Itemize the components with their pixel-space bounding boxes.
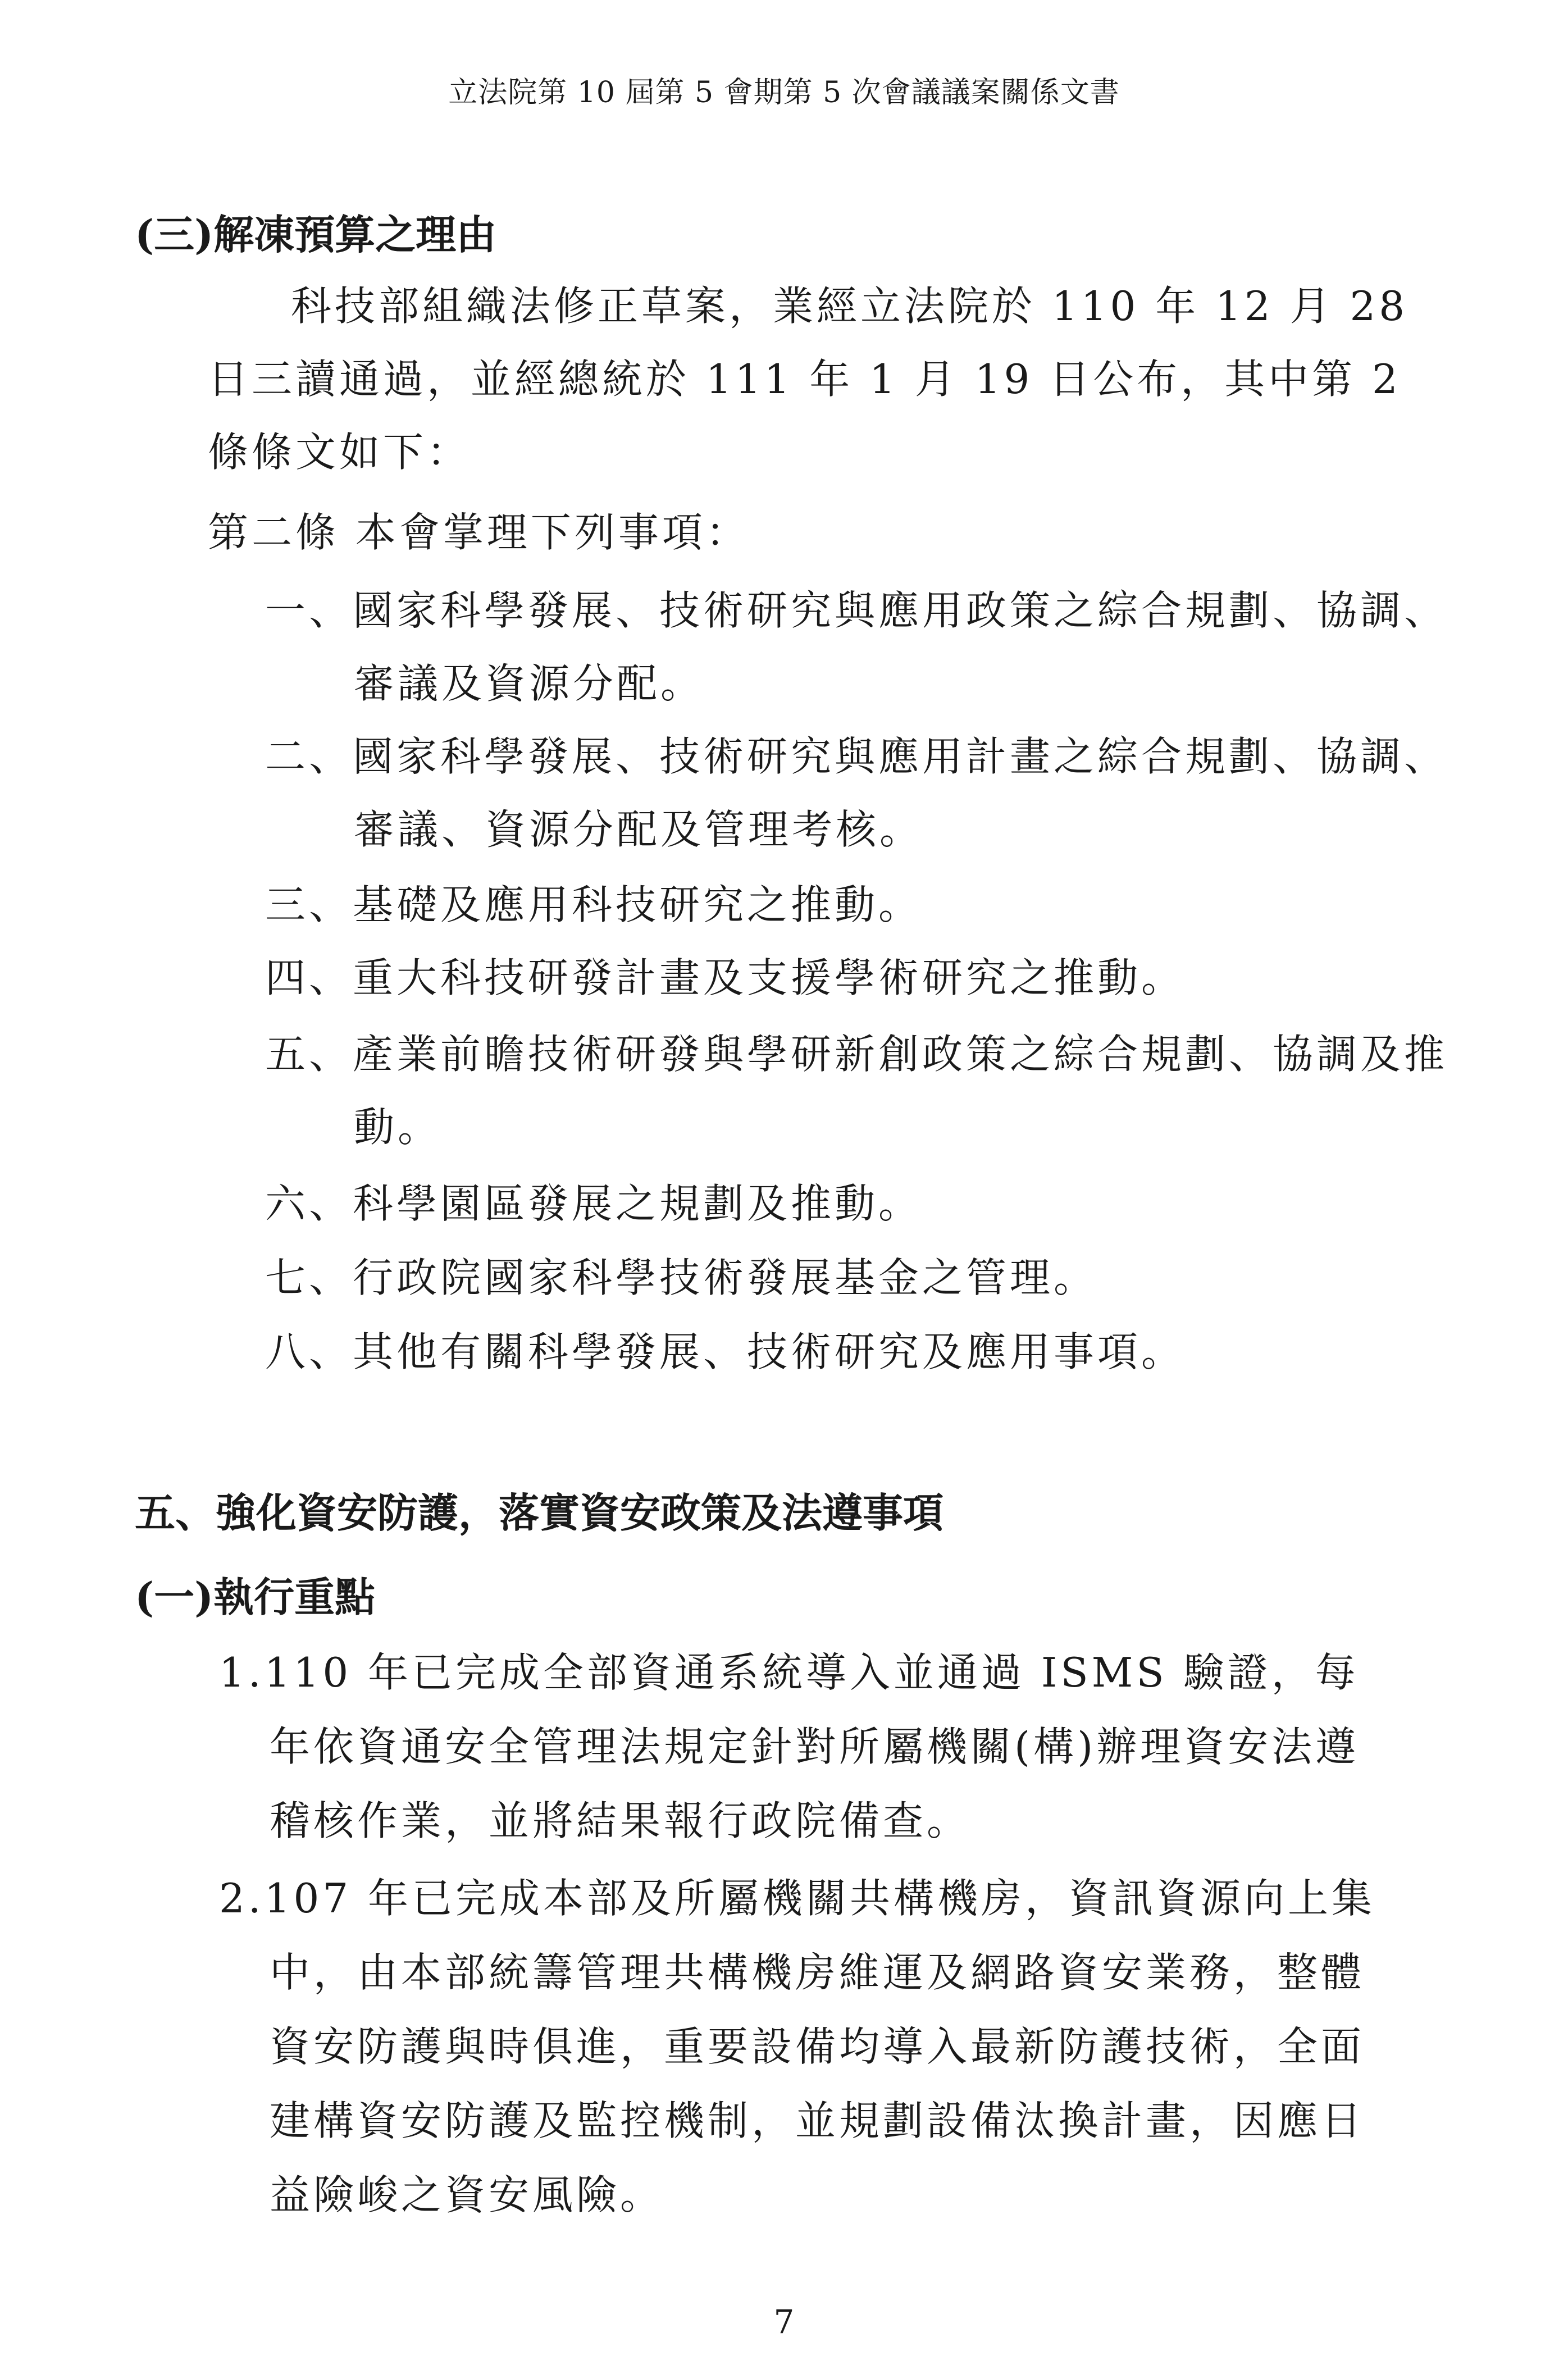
list-item: 四、重大科技研發計畫及支援學術研究之推動。 xyxy=(265,954,1186,1001)
list-item: 五、產業前瞻技術研發與學研新創政策之綜合規劃、協調及推動。 xyxy=(265,1031,1448,1151)
article-intro: 第二條 本會掌理下列事項： xyxy=(208,509,750,556)
page-header: 立法院第 10 屆第 5 會期第 5 次會議議案關係文書 xyxy=(448,76,1120,110)
list-item: 七、行政院國家科學技術發展基金之管理。 xyxy=(265,1254,1098,1301)
list-item: 八、其他有關科學發展、技術研究及應用事項。 xyxy=(265,1328,1186,1375)
subsection-heading-key-points: (一)執行重點 xyxy=(135,1573,376,1621)
list-item: 六、科學園區發展之規劃及推動。 xyxy=(265,1180,923,1227)
list-item: 2.107 年已完成本部及所屬機關共構機房，資訊資源向上集中，由本部統籌管理共構機房維運及網路資安業務，整體資安防護與時俱進，重要設備均導入最新防護技術，全面建構資安防護及監控機制，並規劃設備汰換計畫，因應日益險峻之資安風險。 xyxy=(219,1875,1376,2218)
page-number: 7 xyxy=(773,2303,795,2341)
list-item: 三、基礎及應用科技研究之推動。 xyxy=(265,881,923,928)
list-item: 1.110 年已完成全部資通系統導入並通過 ISMS 驗證，每年依資通安全管理法規定針對所屬機關(構)辦理資安法遵稽核作業，並將結果報行政院備查。 xyxy=(219,1649,1360,1844)
section-heading-freeze-reason: (三)解凍預算之理由 xyxy=(135,211,497,258)
list-item: 一、國家科學發展、技術研究與應用政策之綜合規劃、協調、審議及資源分配。 xyxy=(265,587,1448,707)
list-item: 二、國家科學發展、技術研究與應用計畫之綜合規劃、協調、審議、資源分配及管理考核。 xyxy=(265,733,1448,853)
section-heading-security: 五、強化資安防護，落實資安政策及法遵事項 xyxy=(135,1489,944,1537)
body-paragraph: 科技部組織法修正草案，業經立法院於 110 年 12 月 28 日三讀通過，並經總統於 111 年 1 月 19 日公布，其中第 2 條條文如下： xyxy=(208,282,1409,476)
